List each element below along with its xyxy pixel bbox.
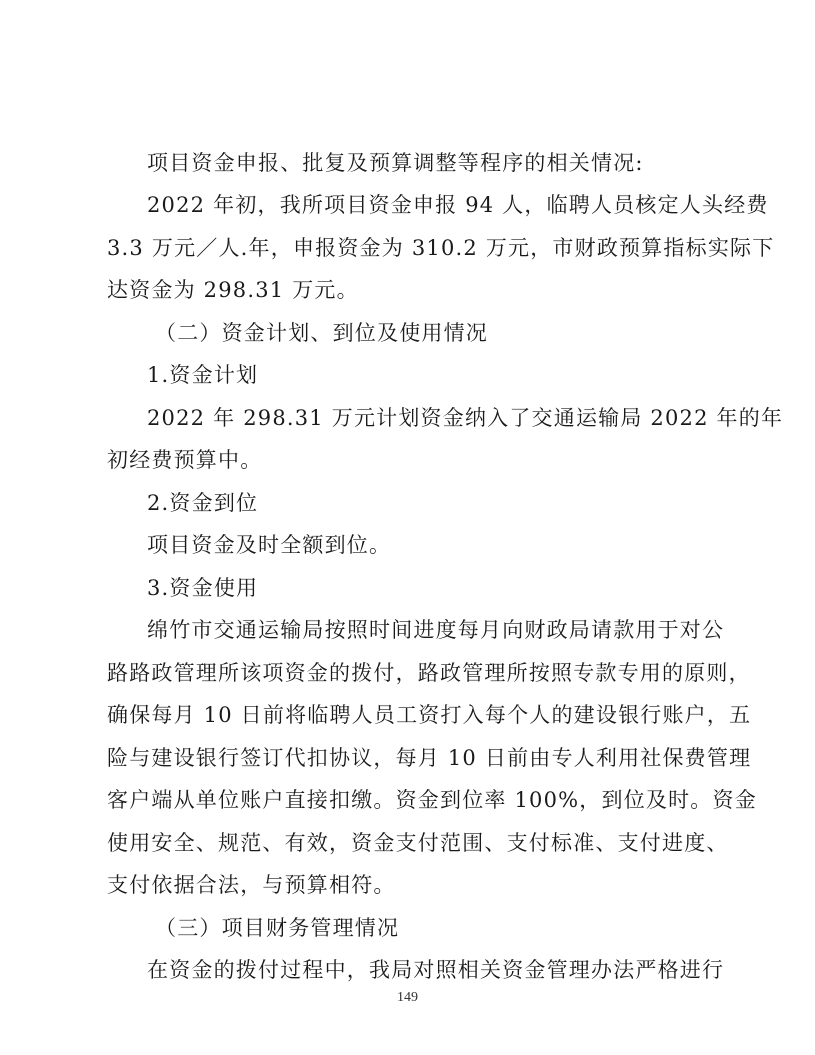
- text-line: 项目资金申报、批复及预算调整等程序的相关情况:: [147, 151, 644, 175]
- text-line: 险与建设银行签订代扣协议，每月 10 日前由专人利用社保费管理: [107, 746, 752, 770]
- text-line: 确保每月 10 日前将临聘人员工资打入每个人的建设银行账户，五: [107, 703, 752, 727]
- text-line: 客户端从单位账户直接扣缴。资金到位率 100%，到位及时。资金: [107, 788, 757, 812]
- text-line: 2022 年 298.31 万元计划资金纳入了交通运输局 2022 年的年: [147, 406, 784, 430]
- text-line: 2022 年初，我所项目资金申报 94 人，临聘人员核定人头经费: [147, 193, 769, 217]
- text-line: 初经费预算中。: [107, 448, 263, 472]
- text-line: 3.3 万元／人.年，申报资金为 310.2 万元，市财政预算指标实际下: [107, 236, 775, 260]
- text-line: 达资金为 298.31 万元。: [107, 278, 359, 302]
- section-heading: （三）项目财务管理情况: [155, 916, 400, 940]
- text-line: 路路政管理所该项资金的拨付，路政管理所按照专款专用的原则，: [107, 661, 751, 685]
- section-heading: （二）资金计划、到位及使用情况: [155, 321, 488, 345]
- text-line: 使用安全、规范、有效，资金支付范围、支付标准、支付进度、: [107, 831, 729, 855]
- text-line: 绵竹市交通运输局按照时间进度每月向财政局请款用于对公: [147, 618, 725, 642]
- subheading: 3.资金使用: [147, 576, 259, 600]
- text-line: 项目资金及时全额到位。: [147, 533, 392, 557]
- text-line: 在资金的拨付过程中，我局对照相关资金管理办法严格进行: [147, 958, 725, 982]
- text-line: 支付依据合法，与预算相符。: [107, 873, 396, 897]
- page-number: 149: [397, 990, 418, 1005]
- subheading: 2.资金到位: [147, 491, 259, 515]
- subheading: 1.资金计划: [147, 363, 259, 387]
